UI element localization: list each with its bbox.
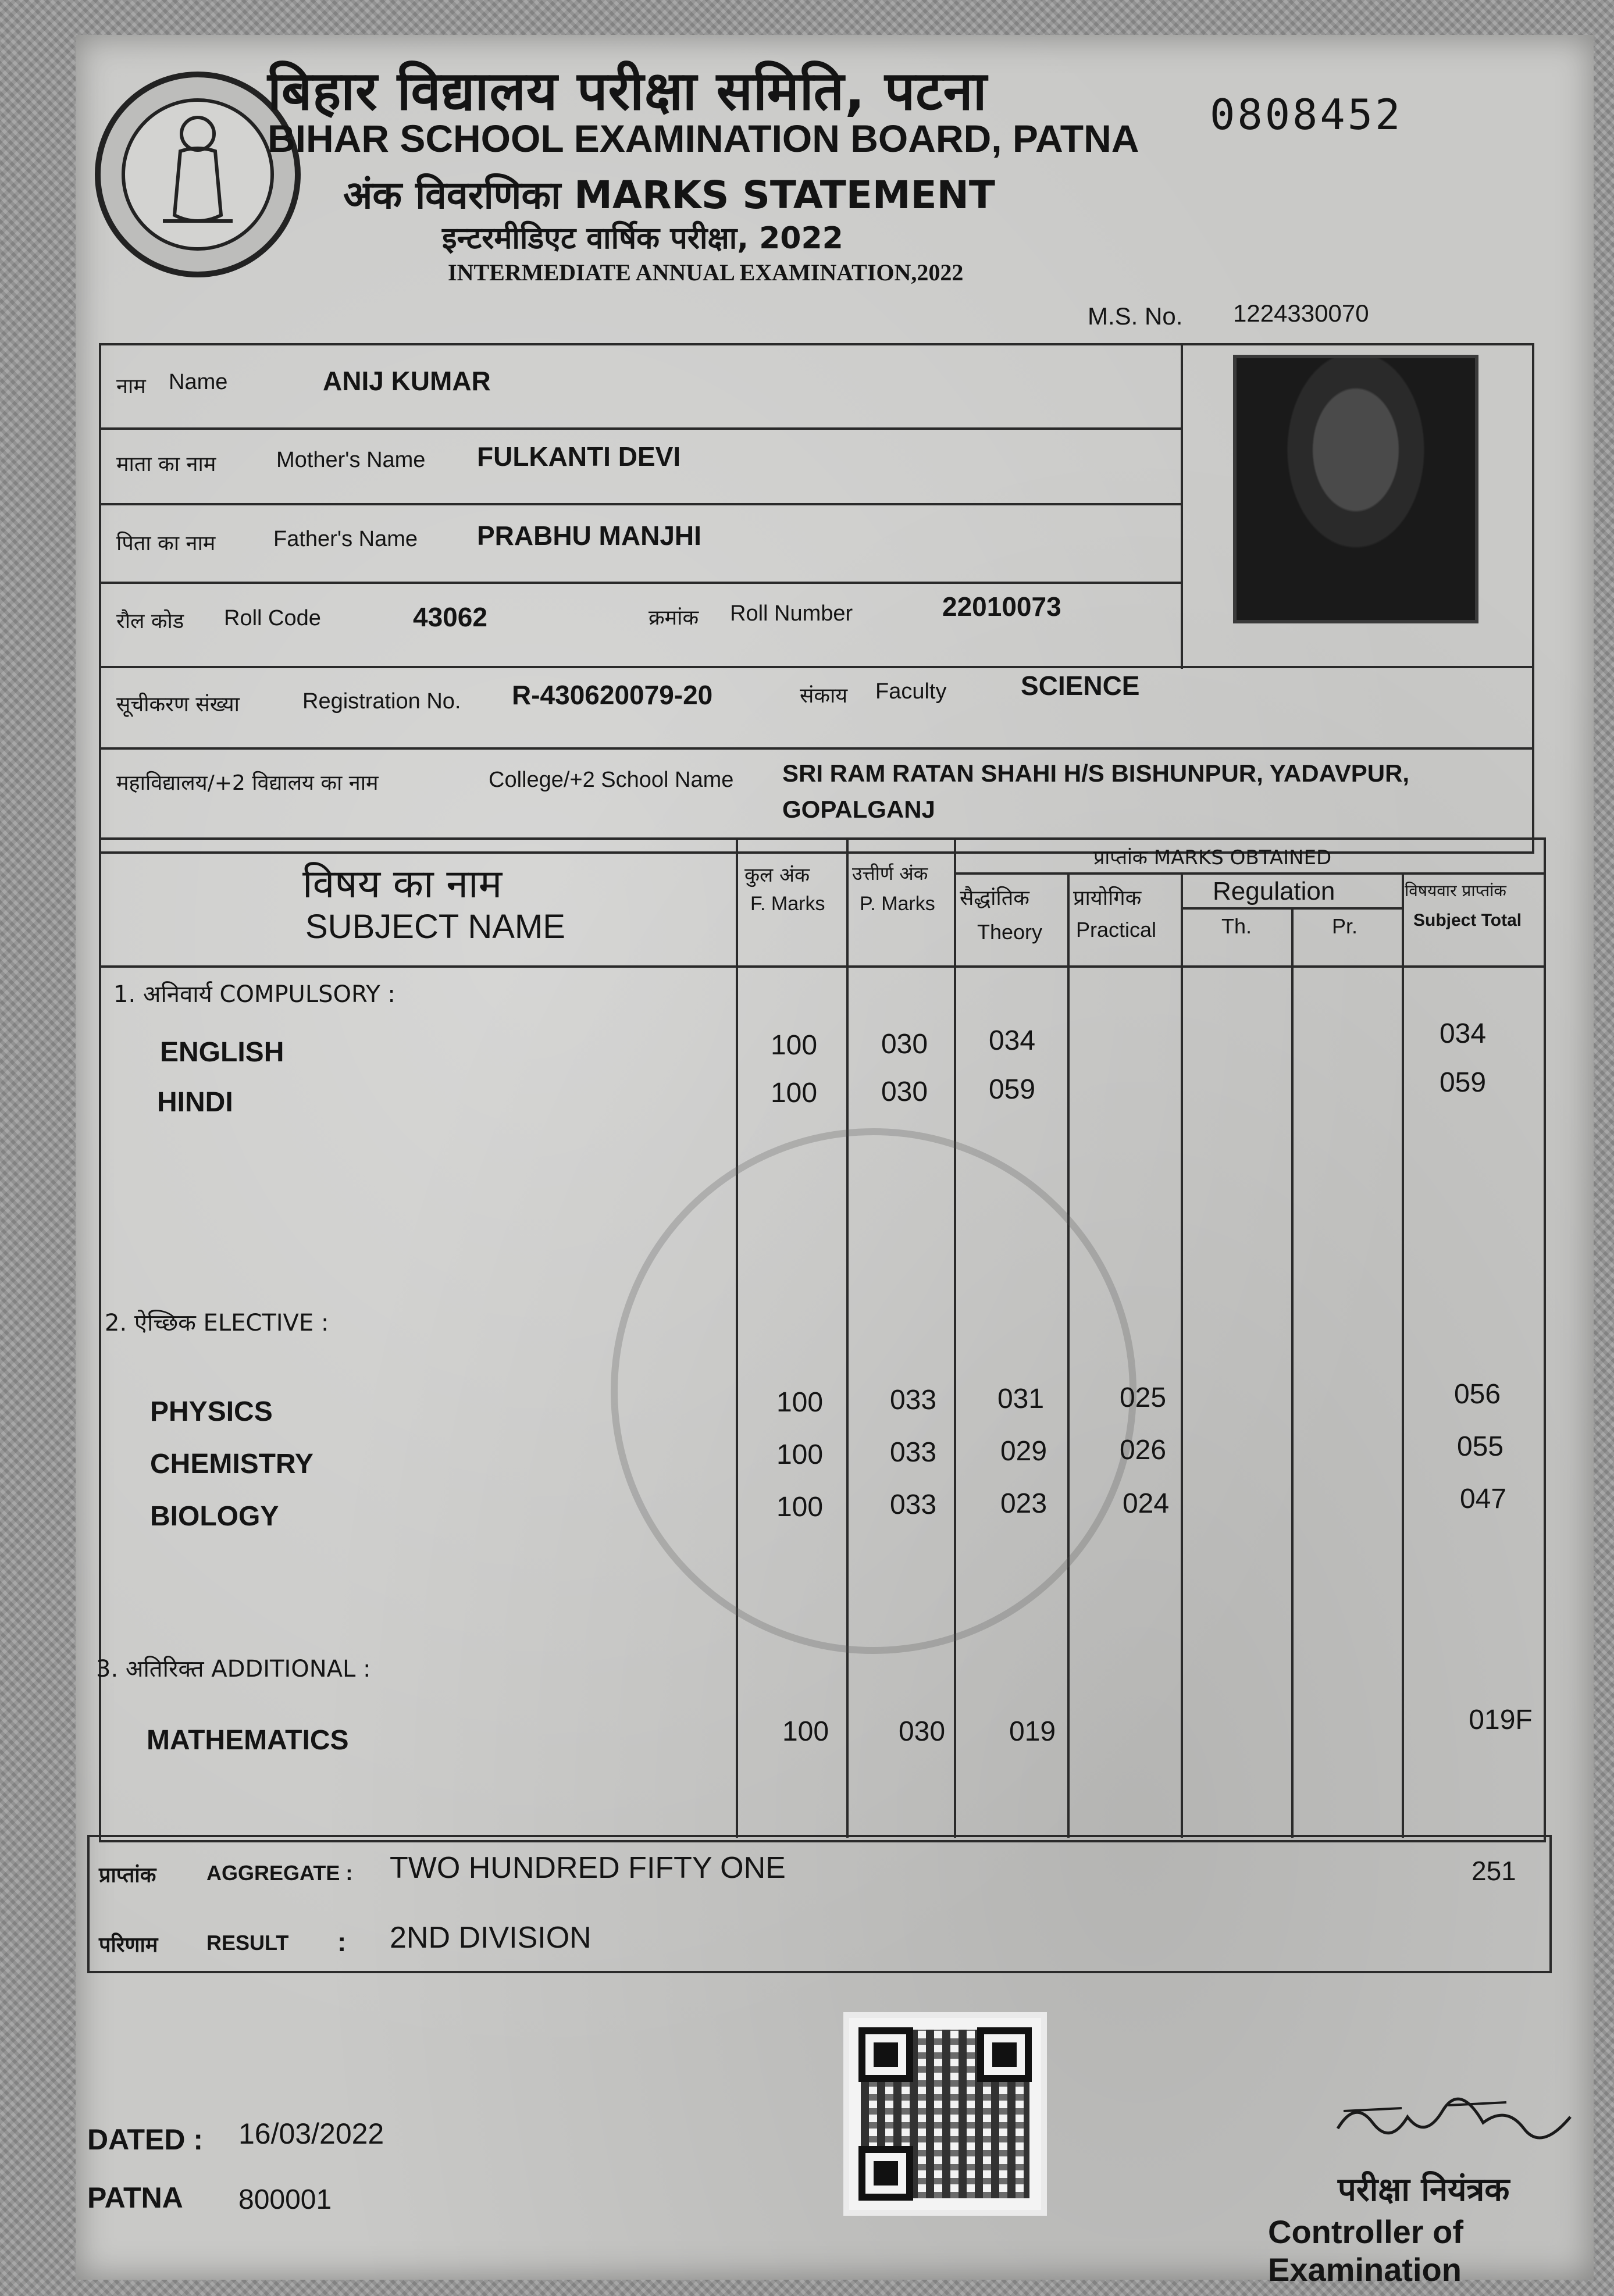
row-subject: MATHEMATICS	[147, 1725, 349, 1756]
section-additional: 3. अतिरिक्त ADDITIONAL :	[96, 1656, 371, 1682]
row-subject-total: 056	[1453, 1379, 1501, 1410]
result-label-hi: परिणाम	[99, 1933, 158, 1957]
father-label-hi: पिता का नाम	[116, 532, 216, 555]
fm-header-hi: कुल अंक	[744, 864, 810, 887]
regulation-pr-header: Pr.	[1332, 914, 1358, 938]
regulation-header: Regulation	[1213, 877, 1335, 905]
aggregate-in-words: TWO HUNDRED FIFTY ONE	[390, 1851, 786, 1885]
father-name: PRABHU MANJHI	[477, 520, 701, 551]
student-photo	[1233, 355, 1478, 623]
row-subject-total: 034	[1439, 1018, 1487, 1049]
college-label-en: College/+2 School Name	[489, 768, 734, 792]
name-label-en: Name	[169, 370, 228, 394]
practical-header-hi: प्रायोगिक	[1073, 886, 1142, 910]
marks-obtained-header: प्राप्तांक MARKS OBTAINED	[1093, 846, 1332, 869]
faculty-value: SCIENCE	[1021, 671, 1140, 701]
row-subject-total: 019F	[1469, 1705, 1533, 1735]
father-label-en: Father's Name	[273, 527, 418, 551]
exam-name-hindi: इन्टरमीडिएट वार्षिक परीक्षा, 2022	[442, 221, 843, 256]
subject-total-header-hi: विषयवार प्राप्तांक	[1405, 881, 1506, 900]
college-name-line2: GOPALGANJ	[782, 796, 935, 823]
row-practical: 024	[1122, 1488, 1170, 1519]
row-pass-marks: 030	[898, 1716, 946, 1747]
row-full-marks: 100	[776, 1387, 824, 1418]
roll-number-value: 22010073	[942, 591, 1061, 622]
section-compulsory: 1. अनिवार्य COMPULSORY :	[113, 981, 396, 1008]
theory-header-hi: सैद्धांतिक	[960, 886, 1029, 910]
controller-signature	[1332, 2088, 1576, 2158]
roll-code-value: 43062	[413, 602, 487, 632]
fm-header-en: F. Marks	[750, 893, 825, 915]
college-label-hi: महाविद्यालय/+2 विद्यालय का नाम	[116, 771, 379, 795]
subject-total-header-en: Subject Total	[1413, 911, 1522, 930]
aggregate-result-box	[87, 1835, 1552, 1973]
roll-no-label-en: Roll Number	[730, 601, 853, 626]
aggregate-label-en: AGGREGATE :	[206, 1861, 353, 1885]
theory-header-en: Theory	[977, 920, 1043, 944]
roll-code-label-hi: रौल कोड	[116, 609, 184, 633]
row-pass-marks: 033	[889, 1385, 937, 1416]
aggregate-label-hi: प्राप्तांक	[99, 1863, 156, 1887]
subject-header-en: SUBJECT NAME	[305, 908, 565, 946]
practical-header-en: Practical	[1076, 918, 1157, 942]
ms-no-value: 1224330070	[1233, 300, 1369, 327]
dated-label: DATED :	[87, 2123, 204, 2156]
section-elective: 2. ऐच्छिक ELECTIVE :	[105, 1310, 329, 1336]
college-name-line1: SRI RAM RATAN SHAHI H/S BISHUNPUR, YADAVPUR,	[782, 760, 1410, 787]
pm-header-hi: उत्तीर्ण अंक	[852, 862, 928, 885]
regulation-th-header: Th.	[1221, 914, 1252, 938]
pm-header-en: P. Marks	[860, 893, 935, 915]
result-value: 2ND DIVISION	[390, 1921, 592, 1955]
row-subject: BIOLOGY	[150, 1501, 279, 1532]
row-pass-marks: 030	[881, 1029, 928, 1060]
roll-no-label-hi: क्रमांक	[649, 606, 699, 630]
row-subject-total: 047	[1459, 1484, 1507, 1514]
row-subject: HINDI	[157, 1087, 233, 1118]
subject-header-hi: विषय का नाम	[302, 861, 503, 907]
board-name-english: BIHAR SCHOOL EXAMINATION BOARD, PATNA	[268, 117, 1139, 160]
mother-label-hi: माता का नाम	[116, 452, 216, 476]
pin-code: 800001	[238, 2184, 332, 2215]
row-full-marks: 100	[776, 1492, 824, 1523]
verification-qr-code[interactable]	[843, 2012, 1047, 2216]
reg-label-en: Registration No.	[302, 689, 461, 714]
row-practical: 025	[1119, 1382, 1167, 1413]
row-theory: 031	[997, 1384, 1045, 1414]
registration-number: R-430620079-20	[512, 680, 713, 710]
dated-value: 16/03/2022	[238, 2117, 384, 2150]
exam-name-english: INTERMEDIATE ANNUAL EXAMINATION,2022	[448, 259, 964, 286]
row-full-marks: 100	[782, 1716, 829, 1747]
row-full-marks: 100	[770, 1030, 818, 1061]
row-subject: ENGLISH	[160, 1037, 284, 1068]
row-theory: 023	[1000, 1488, 1048, 1519]
row-subject: CHEMISTRY	[150, 1449, 313, 1479]
student-name: ANIJ KUMAR	[323, 366, 491, 396]
city-label: PATNA	[87, 2181, 183, 2214]
result-label-en: RESULT	[206, 1931, 289, 1955]
row-theory: 019	[1009, 1716, 1056, 1747]
document-title: अंक विवरणिका MARKS STATEMENT	[343, 173, 995, 218]
faculty-label-hi: संकाय	[800, 684, 848, 708]
faculty-label-en: Faculty	[875, 679, 947, 704]
controller-title-hi: परीक्षा नियंत्रक	[1338, 2171, 1510, 2209]
reg-label-hi: सूचीकरण संख्या	[116, 693, 240, 716]
serial-number: 0808452	[1210, 90, 1403, 139]
row-pass-marks: 033	[889, 1489, 937, 1520]
row-pass-marks: 030	[881, 1076, 928, 1107]
row-full-marks: 100	[776, 1439, 824, 1470]
row-subject-total: 059	[1439, 1067, 1487, 1098]
row-theory: 034	[988, 1025, 1036, 1056]
mother-label-en: Mother's Name	[276, 448, 426, 472]
name-label-hi: नाम	[116, 375, 146, 398]
aggregate-total: 251	[1472, 1856, 1516, 1886]
row-full-marks: 100	[770, 1078, 818, 1108]
row-subject-total: 055	[1456, 1431, 1504, 1462]
row-theory: 059	[988, 1074, 1036, 1105]
result-colon: :	[337, 1927, 347, 1957]
row-practical: 026	[1119, 1435, 1167, 1466]
board-name-hindi: बिहार विद्यालय परीक्षा समिति, पटना	[268, 60, 988, 122]
mother-name: FULKANTI DEVI	[477, 441, 681, 472]
row-subject: PHYSICS	[150, 1396, 273, 1427]
controller-title-en: Controller of Examination	[1268, 2213, 1463, 2288]
row-pass-marks: 033	[889, 1437, 937, 1468]
ms-no-label: M.S. No.	[1088, 302, 1183, 330]
roll-code-label-en: Roll Code	[224, 606, 321, 630]
row-theory: 029	[1000, 1436, 1048, 1467]
